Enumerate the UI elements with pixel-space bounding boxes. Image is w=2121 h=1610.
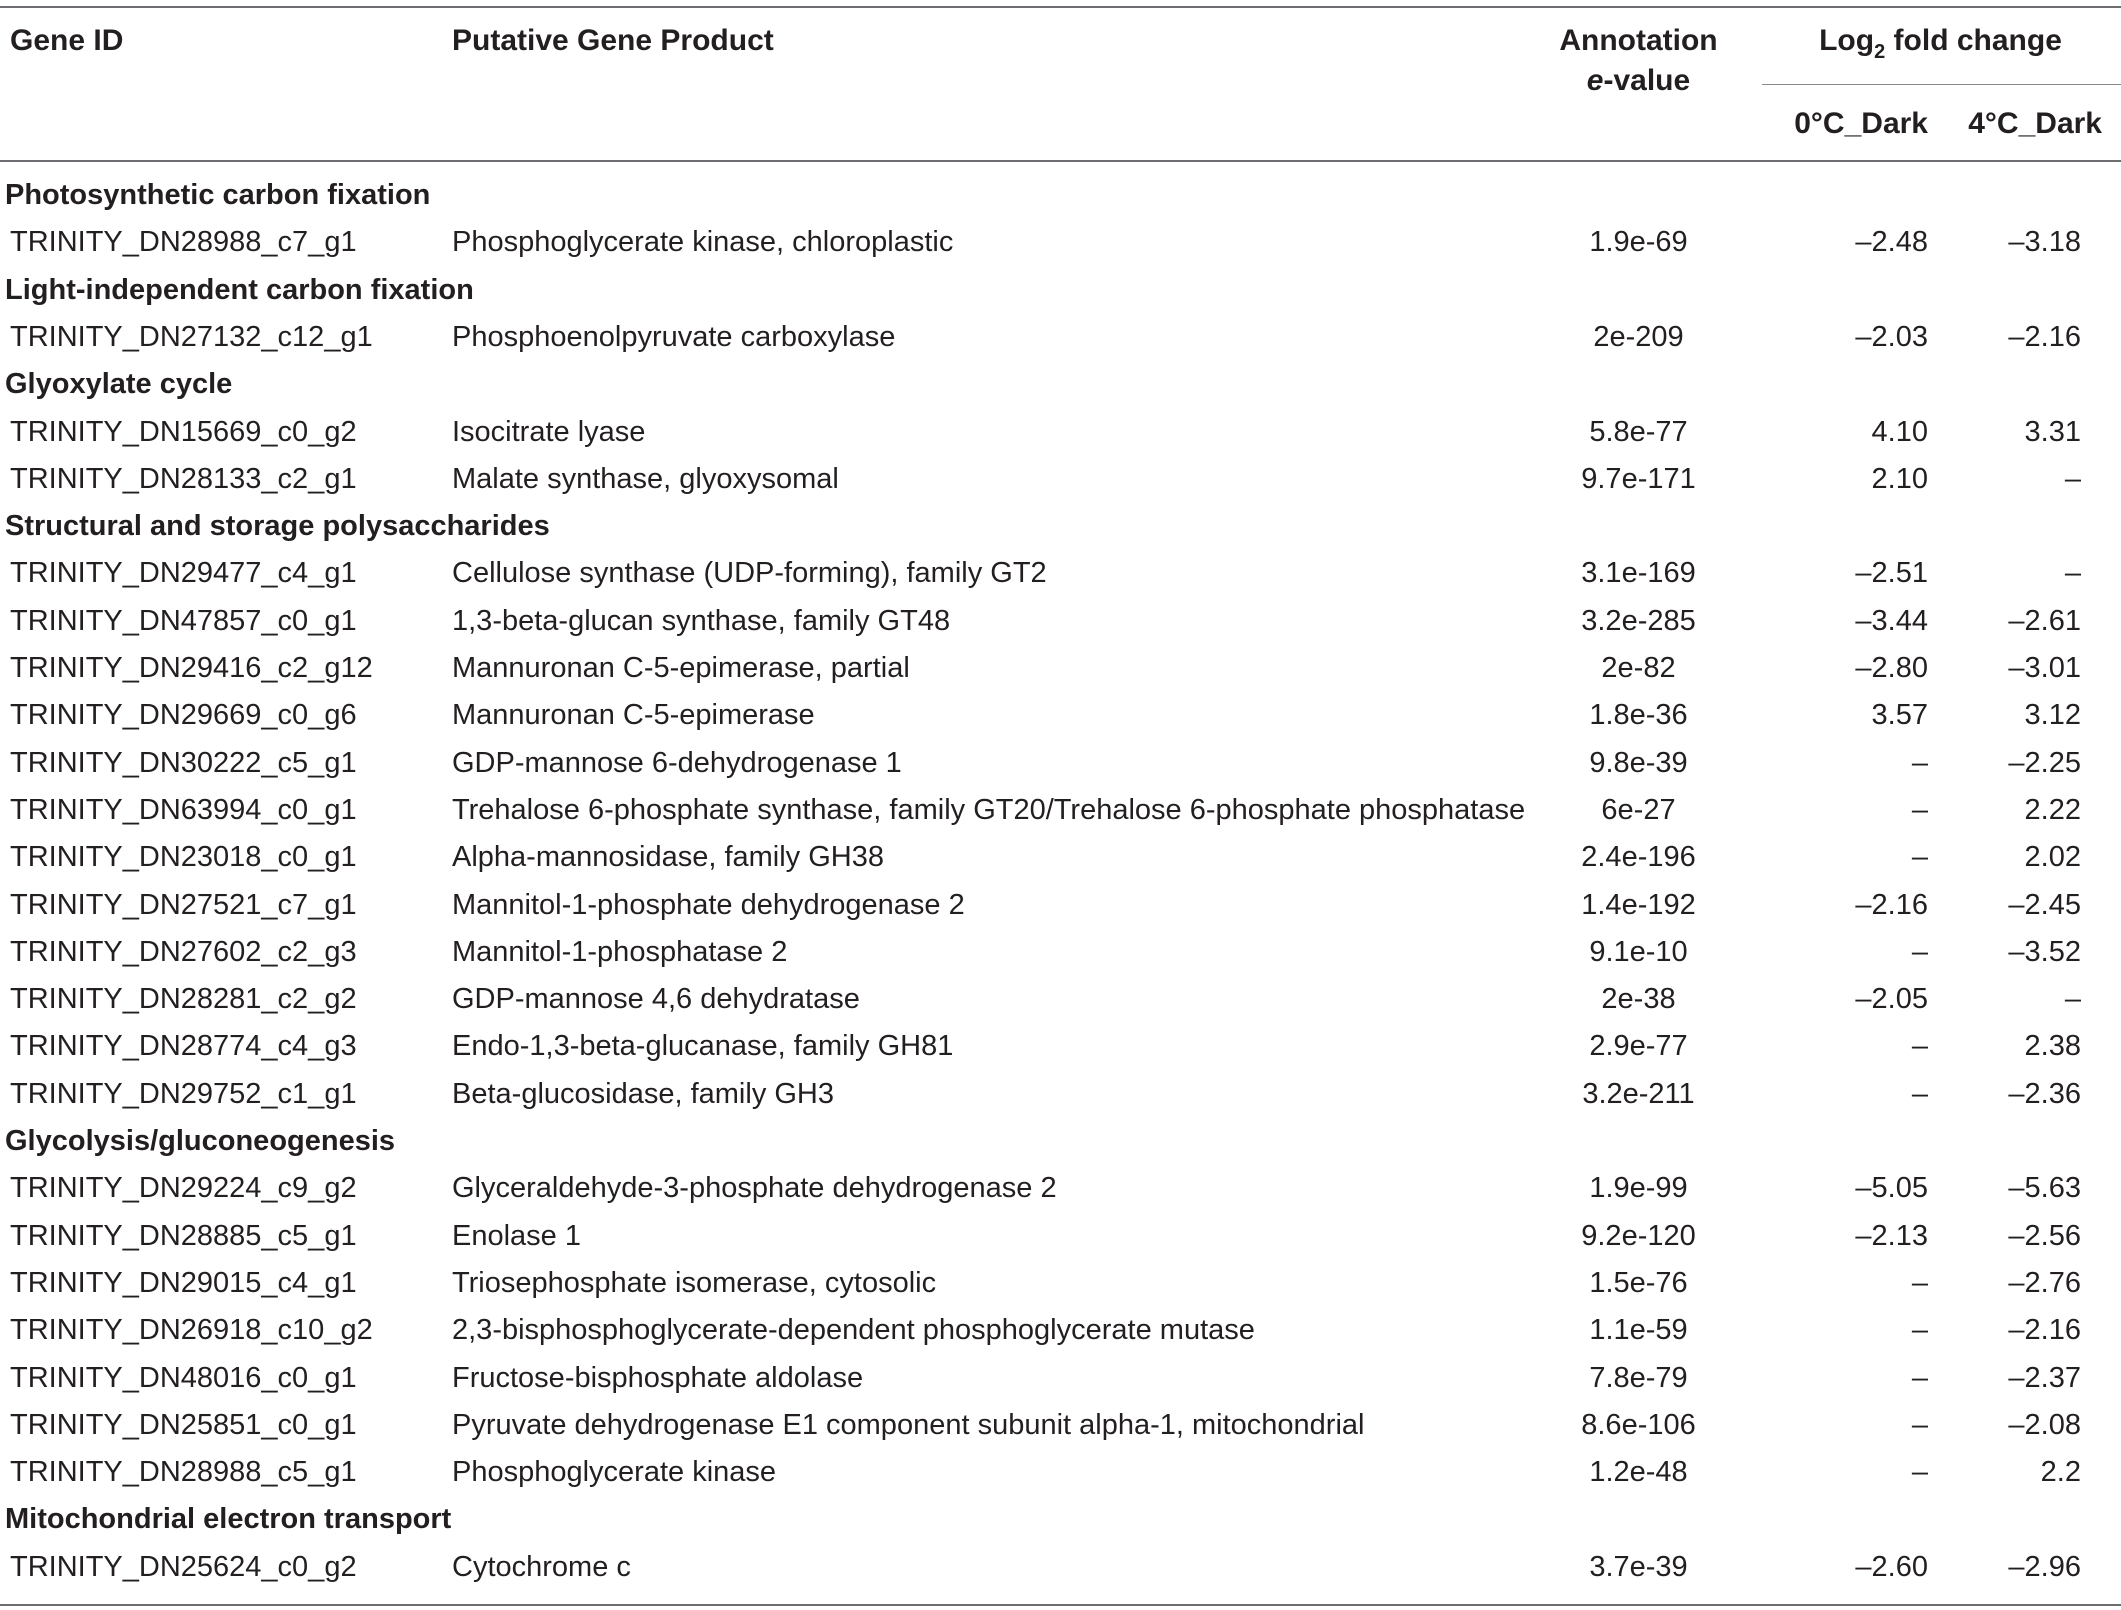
header-evalue <box>1520 61 1757 101</box>
gene-product-cell: GDP-mannose 6-dehydrogenase 1 <box>452 746 902 779</box>
table-row <box>0 787 2121 834</box>
evalue-cell: 8.6e-106 <box>1581 1408 1696 1441</box>
evalue-cell: 2.4e-196 <box>1581 841 1696 874</box>
fold-change-0c-cell: –2.60 <box>1855 1550 1928 1583</box>
evalue-cell: 9.1e-10 <box>1589 935 1688 968</box>
fold-change-4c-cell: 3.31 <box>2024 415 2081 448</box>
fold-change-0c-cell: 3.57 <box>1871 699 1928 732</box>
gene-id-cell: TRINITY_DN27602_c2_g3 <box>10 935 357 968</box>
fold-change-0c-cell: – <box>1911 1361 1928 1394</box>
fold-change-4c-cell: –2.36 <box>2008 1077 2081 1110</box>
gene-product-cell: Fructose-bisphosphate aldolase <box>452 1361 864 1394</box>
fold-change-4c-cell: –2.56 <box>2008 1219 2081 1252</box>
fold-change-4c-cell: – <box>2064 983 2081 1016</box>
gene-id-cell: TRINITY_DN28988_c7_g1 <box>10 226 357 259</box>
gene-id-cell: TRINITY_DN29477_c4_g1 <box>10 557 357 590</box>
gene-product-cell: Phosphoglycerate kinase <box>452 1456 777 1489</box>
table-row <box>0 550 2121 597</box>
table-row <box>0 1213 2121 1260</box>
fold-change-4c-cell: 3.12 <box>2024 699 2081 732</box>
header-product: Putative Gene Product <box>452 24 774 57</box>
table-row <box>0 692 2121 739</box>
fold-change-4c-cell: –5.63 <box>2008 1172 2081 1205</box>
header-log2-subscript: 2 <box>1874 41 1886 63</box>
section-heading: Photosynthetic carbon fixation <box>5 179 431 211</box>
fold-change-4c-cell: 2.02 <box>2024 841 2081 874</box>
fold-change-4c-cell: – <box>2064 557 2081 590</box>
fold-change-4c-cell: –2.08 <box>2008 1408 2081 1441</box>
evalue-cell: 1.5e-76 <box>1589 1266 1688 1299</box>
evalue-cell: 2e-82 <box>1601 652 1676 684</box>
table-row <box>0 1355 2121 1402</box>
gene-product-cell: Mannuronan C-5-epimerase <box>452 699 815 732</box>
evalue-cell: 7.8e-79 <box>1589 1361 1688 1394</box>
fold-change-4c-cell: –2.16 <box>2008 320 2081 353</box>
evalue-cell: 3.7e-39 <box>1589 1550 1688 1583</box>
table-row <box>0 409 2121 456</box>
fold-change-0c-cell: –2.80 <box>1855 652 1928 684</box>
fold-change-0c-cell: –3.44 <box>1855 604 1928 637</box>
gene-id-cell: TRINITY_DN26918_c10_g2 <box>10 1314 373 1347</box>
gene-id-cell: TRINITY_DN47857_c0_g1 <box>10 604 357 637</box>
table-top-rule <box>0 6 2121 8</box>
evalue-cell: 1.4e-192 <box>1581 888 1696 921</box>
table-row <box>0 219 2121 266</box>
gene-product-cell: GDP-mannose 4,6 dehydratase <box>452 983 860 1016</box>
gene-id-cell: TRINITY_DN28133_c2_g1 <box>10 462 357 495</box>
evalue-cell: 9.8e-39 <box>1589 746 1688 779</box>
section-heading: Structural and storage polysaccharides <box>5 510 550 543</box>
evalue-cell: 1.9e-69 <box>1589 226 1688 259</box>
evalue-cell: 1.9e-99 <box>1589 1172 1688 1205</box>
gene-product-cell: Mannitol-1-phosphate dehydrogenase 2 <box>452 888 965 921</box>
log2-group-rule <box>1762 84 2121 85</box>
fold-change-0c-cell: – <box>1911 1077 1928 1110</box>
evalue-cell: 5.8e-77 <box>1589 415 1688 448</box>
fold-change-4c-cell: –2.61 <box>2008 604 2081 637</box>
fold-change-4c-cell: –2.45 <box>2008 888 2081 921</box>
table-row <box>0 456 2121 503</box>
fold-change-0c-cell: –2.05 <box>1855 983 1928 1016</box>
gene-product-cell: Phosphoenolpyruvate carboxylase <box>452 320 896 353</box>
fold-change-0c-cell: –2.51 <box>1855 557 1928 590</box>
gene-product-cell: Alpha-mannosidase, family GH38 <box>452 841 884 874</box>
gene-id-cell: TRINITY_DN29669_c0_g6 <box>10 699 357 732</box>
fold-change-0c-cell: –2.48 <box>1855 226 1928 259</box>
gene-product-cell: Phosphoglycerate kinase, chloroplastic <box>452 226 954 259</box>
table-row <box>0 1071 2121 1118</box>
gene-id-cell: TRINITY_DN15669_c0_g2 <box>10 415 357 448</box>
table-row <box>0 314 2121 361</box>
fold-change-4c-cell: –2.76 <box>2008 1266 2081 1299</box>
fold-change-0c-cell: – <box>1911 1266 1928 1299</box>
section-heading: Mitochondrial electron transport <box>5 1503 452 1536</box>
gene-product-cell: Mannuronan C-5-epimerase, partial <box>452 652 910 684</box>
fold-change-4c-cell: 2.38 <box>2024 1030 2081 1063</box>
fold-change-4c-cell: –3.18 <box>2008 226 2081 259</box>
gene-product-cell: Malate synthase, glyoxysomal <box>452 462 839 495</box>
gene-product-cell: Cellulose synthase (UDP-forming), family GT2 <box>452 557 1047 590</box>
gene-id-cell: TRINITY_DN27132_c12_g1 <box>10 320 373 353</box>
table-row <box>0 740 2121 787</box>
gene-product-cell: Cytochrome c <box>452 1550 631 1583</box>
gene-product-cell: Isocitrate lyase <box>452 415 646 448</box>
evalue-cell: 2e-38 <box>1601 983 1676 1016</box>
fold-change-4c-cell: –3.01 <box>2008 652 2081 684</box>
header-evalue-rest: -value <box>1603 64 1691 97</box>
evalue-cell: 1.8e-36 <box>1589 699 1688 732</box>
gene-id-cell: TRINITY_DN28988_c5_g1 <box>10 1456 357 1489</box>
fold-change-0c-cell: – <box>1911 1030 1928 1063</box>
section-heading: Light-independent carbon fixation <box>5 273 474 306</box>
evalue-cell: 1.2e-48 <box>1589 1456 1688 1489</box>
gene-id-cell: TRINITY_DN29224_c9_g2 <box>10 1172 357 1205</box>
evalue-cell: 2e-209 <box>1593 320 1684 353</box>
fold-change-0c-cell: –2.03 <box>1855 320 1928 353</box>
header-bottom-rule <box>0 160 2121 162</box>
gene-id-cell: TRINITY_DN30222_c5_g1 <box>10 746 357 779</box>
gene-product-cell: Trehalose 6-phosphate synthase, family GT20/Trehalose 6-phosphate phosphatase <box>452 793 1526 826</box>
table-row <box>0 834 2121 881</box>
fold-change-0c-cell: – <box>1911 746 1928 779</box>
table-row <box>0 1449 2121 1496</box>
section-heading: Glyoxylate cycle <box>5 368 233 401</box>
gene-product-cell: Glyceraldehyde-3-phosphate dehydrogenase 2 <box>452 1172 1057 1205</box>
table-row <box>0 1402 2121 1449</box>
header-annotation: Annotation <box>1559 24 1718 57</box>
table-row <box>0 1260 2121 1307</box>
table-row <box>0 1307 2121 1354</box>
header-log2-suffix: fold change <box>1885 24 2062 57</box>
gene-product-cell: Mannitol-1-phosphatase 2 <box>452 935 788 968</box>
fold-change-0c-cell: – <box>1911 1408 1928 1441</box>
fold-change-0c-cell: – <box>1911 1314 1928 1347</box>
fold-change-4c-cell: 2.2 <box>2040 1456 2081 1489</box>
fold-change-0c-cell: 2.10 <box>1871 462 1928 495</box>
header-evalue-italic: e <box>1586 64 1604 97</box>
header-4c-dark: 4°C_Dark <box>1968 107 2102 140</box>
gene-id-cell: TRINITY_DN63994_c0_g1 <box>10 793 357 826</box>
evalue-cell: 3.1e-169 <box>1581 557 1696 590</box>
fold-change-0c-cell: –2.13 <box>1855 1219 1928 1252</box>
gene-id-cell: TRINITY_DN28281_c2_g2 <box>10 983 357 1016</box>
gene-product-cell: Triosephosphate isomerase, cytosolic <box>452 1266 937 1299</box>
evalue-cell: 9.2e-120 <box>1581 1219 1696 1252</box>
gene-id-cell: TRINITY_DN23018_c0_g1 <box>10 841 357 874</box>
table-row <box>0 1023 2121 1070</box>
table-row <box>0 976 2121 1023</box>
gene-id-cell: TRINITY_DN27521_c7_g1 <box>10 888 357 921</box>
gene-id-cell: TRINITY_DN29015_c4_g1 <box>10 1266 357 1299</box>
fold-change-4c-cell: – <box>2064 462 2081 495</box>
fold-change-4c-cell: –2.96 <box>2008 1550 2081 1583</box>
fold-change-4c-cell: –2.25 <box>2008 746 2081 779</box>
evalue-cell: 9.7e-171 <box>1581 462 1696 495</box>
evalue-cell: 6e-27 <box>1601 793 1676 826</box>
table-row <box>0 929 2121 976</box>
gene-product-cell: 2,3-bisphosphoglycerate-dependent phosphoglycerate mutase <box>452 1314 1255 1347</box>
header-log2-prefix: Log <box>1819 24 1875 57</box>
table-row <box>0 1544 2121 1591</box>
fold-change-4c-cell: –3.52 <box>2008 935 2081 968</box>
fold-change-4c-cell: –2.16 <box>2008 1314 2081 1347</box>
gene-product-cell: Pyruvate dehydrogenase E1 component subunit alpha-1, mitochondrial <box>452 1408 1365 1441</box>
evalue-cell: 2.9e-77 <box>1589 1030 1688 1063</box>
fold-change-0c-cell: – <box>1911 1456 1928 1489</box>
table-row <box>0 882 2121 929</box>
gene-id-cell: TRINITY_DN29416_c2_g12 <box>10 652 373 684</box>
evalue-cell: 3.2e-211 <box>1582 1077 1695 1110</box>
fold-change-0c-cell: – <box>1911 793 1928 826</box>
gene-id-cell: TRINITY_DN28885_c5_g1 <box>10 1219 357 1252</box>
table-bottom-rule <box>0 1604 2121 1606</box>
fold-change-4c-cell: –2.37 <box>2008 1361 2081 1394</box>
fold-change-0c-cell: – <box>1911 841 1928 874</box>
gene-product-cell: Enolase 1 <box>452 1219 581 1252</box>
header-0c-dark: 0°C_Dark <box>1794 107 1928 140</box>
section-heading: Glycolysis/gluconeogenesis <box>5 1125 396 1157</box>
fold-change-0c-cell: –2.16 <box>1855 888 1928 921</box>
evalue-cell: 3.2e-285 <box>1581 604 1696 637</box>
gene-id-cell: TRINITY_DN48016_c0_g1 <box>10 1361 357 1394</box>
evalue-cell: 1.1e-59 <box>1589 1314 1688 1347</box>
gene-product-cell: Endo-1,3-beta-glucanase, family GH81 <box>452 1030 954 1063</box>
gene-id-cell: TRINITY_DN28774_c4_g3 <box>10 1030 357 1063</box>
header-log2-fold-change <box>1760 21 2121 61</box>
gene-id-cell: TRINITY_DN29752_c1_g1 <box>10 1077 357 1110</box>
fold-change-4c-cell: 2.22 <box>2024 793 2081 826</box>
fold-change-0c-cell: – <box>1911 935 1928 968</box>
fold-change-0c-cell: –5.05 <box>1855 1172 1928 1205</box>
table-row <box>0 1165 2121 1212</box>
gene-product-cell: 1,3-beta-glucan synthase, family GT48 <box>452 604 951 637</box>
gene-product-cell: Beta-glucosidase, family GH3 <box>452 1077 834 1110</box>
gene-id-cell: TRINITY_DN25624_c0_g2 <box>10 1550 357 1583</box>
gene-id-cell: TRINITY_DN25851_c0_g1 <box>10 1408 357 1441</box>
header-gene-id: Gene ID <box>10 24 124 57</box>
table-row <box>0 598 2121 645</box>
table-row <box>0 645 2121 692</box>
fold-change-0c-cell: 4.10 <box>1871 415 1928 448</box>
